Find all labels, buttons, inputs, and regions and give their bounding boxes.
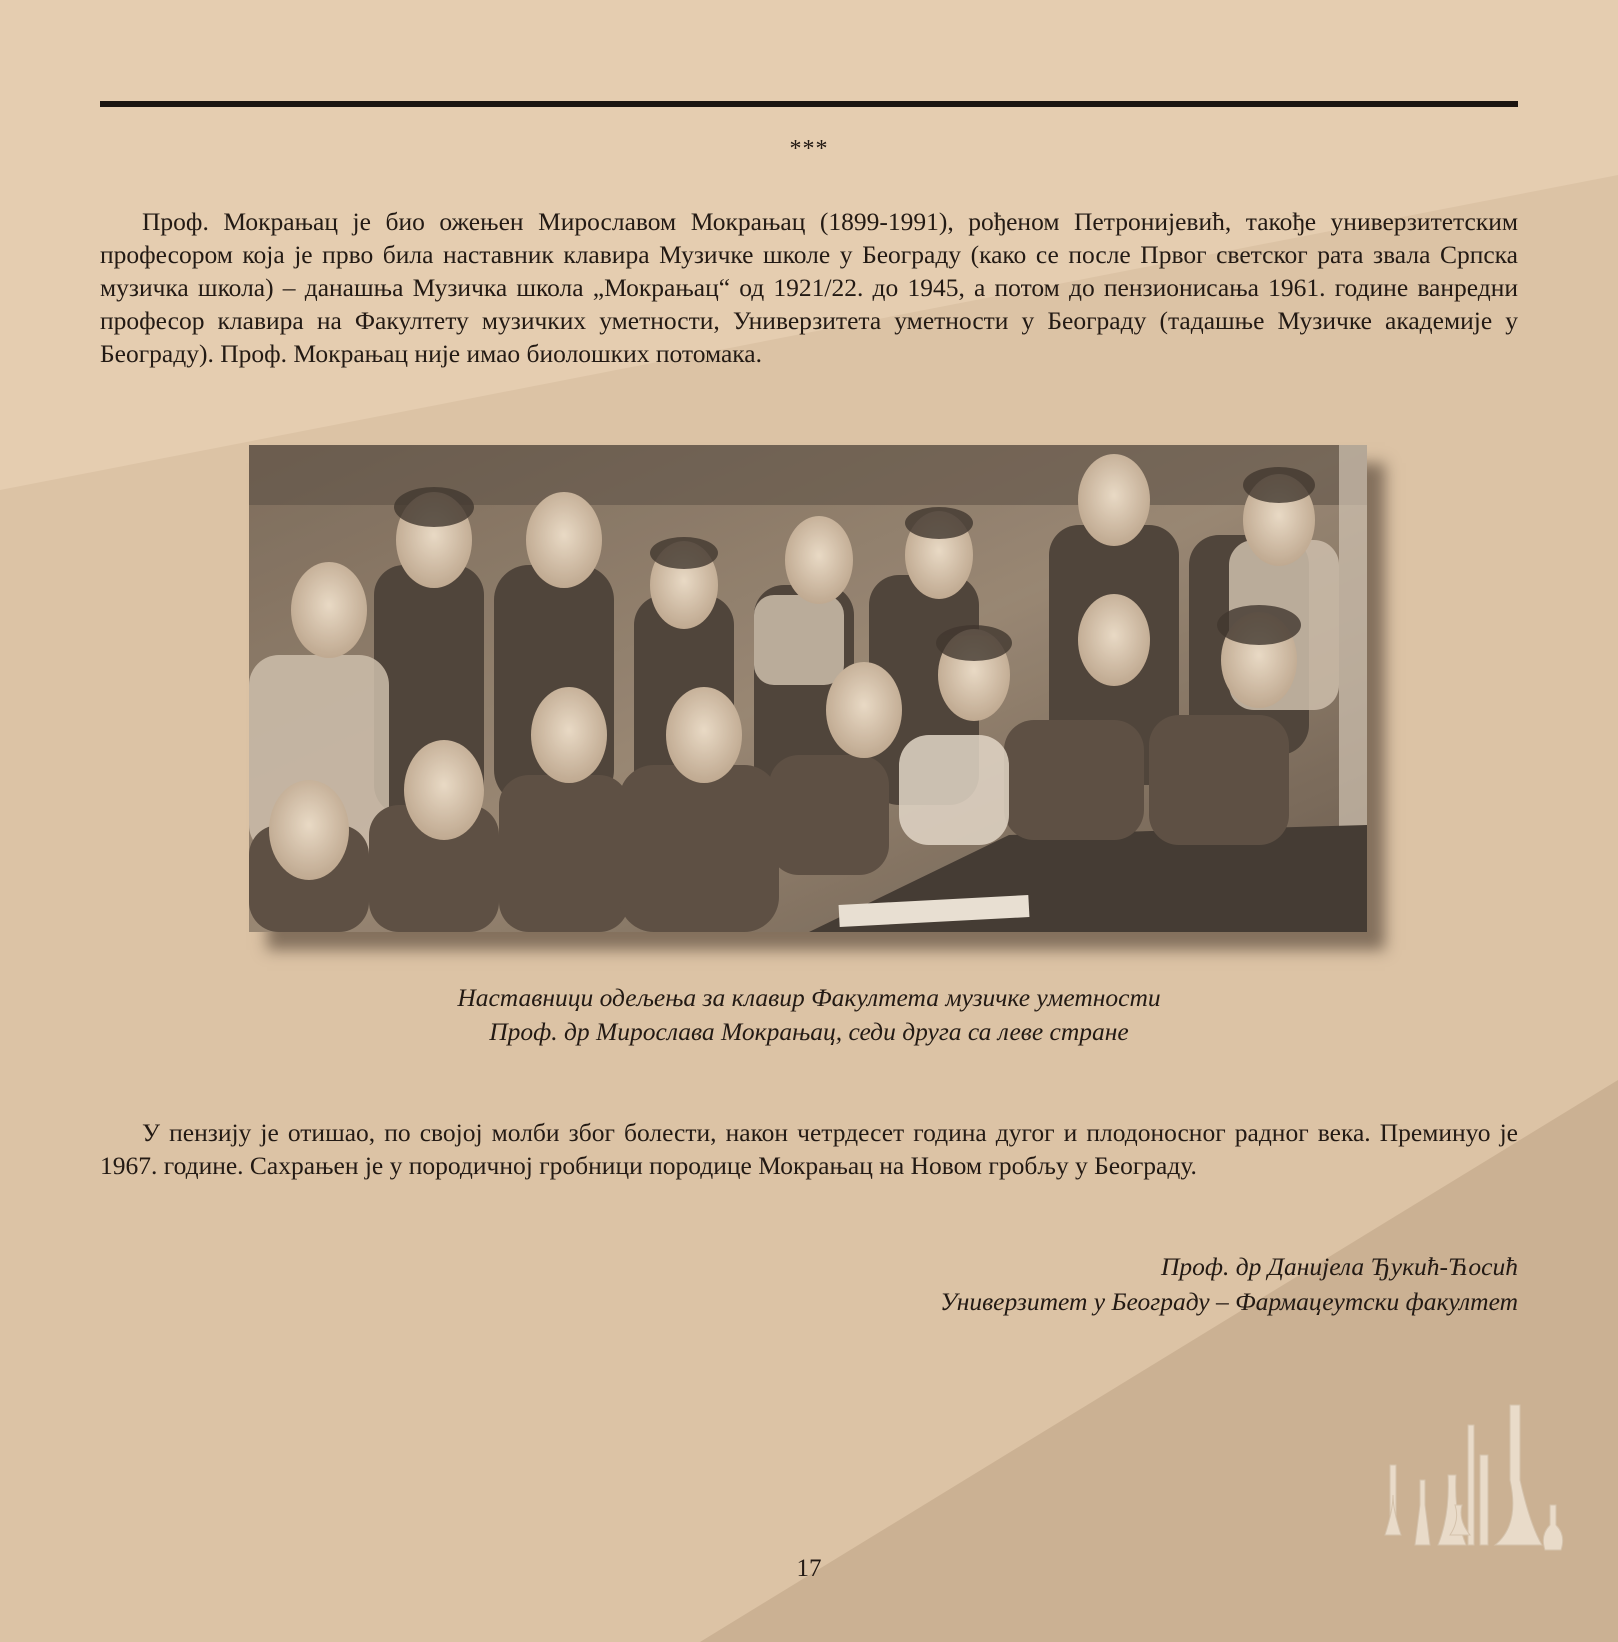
photo-caption-line-2: Проф. др Мирослава Мокрањац, седи друга са леве стране xyxy=(489,1017,1129,1046)
page-number: 17 xyxy=(796,1555,822,1582)
section-separator: *** xyxy=(789,136,829,162)
paragraph-retirement: У пензију је отишао, по својој молби због болести, након четрдесет година дугог и плодоносног радног века. Преминуо је 1967. године. Сахрањен је у породичној гробници породице Мокрањац на Новом гробљу у Београду. xyxy=(100,1118,1518,1180)
photo-caption-line-1: Наставници одељења за клавир Факултета музичке уметности xyxy=(457,983,1161,1012)
paragraph-marriage: Проф. Мокрањац је био ожењен Мирославом Мокрањац (1899-1991), рођеном Петронијевић, такође универзитетским професором која је прво била наставник клавира Музичке школе у Београду (како се после Првог светског рата звала Српска музичка школа) – данашња Музичка школа „Мокрањац“ од 1921/22. до 1945, а потом до пензионисања 1961. године ванредни професор клавира на Факултету музичких уметности, Универзитета уметности у Београду (тадашње Музичке академије у Београду). Проф. Мокрањац није имао биолошких потомака. xyxy=(100,207,1518,368)
laboratory-glassware-icon xyxy=(1370,1395,1570,1555)
top-rule xyxy=(100,101,1518,107)
signature-affiliation: Универзитет у Београду – Фармацеутски факултет xyxy=(940,1287,1518,1316)
group-photo xyxy=(249,445,1367,932)
group-photo-image xyxy=(249,445,1367,932)
signature-author: Проф. др Данијела Ђукић-Ћосић xyxy=(1161,1252,1518,1281)
